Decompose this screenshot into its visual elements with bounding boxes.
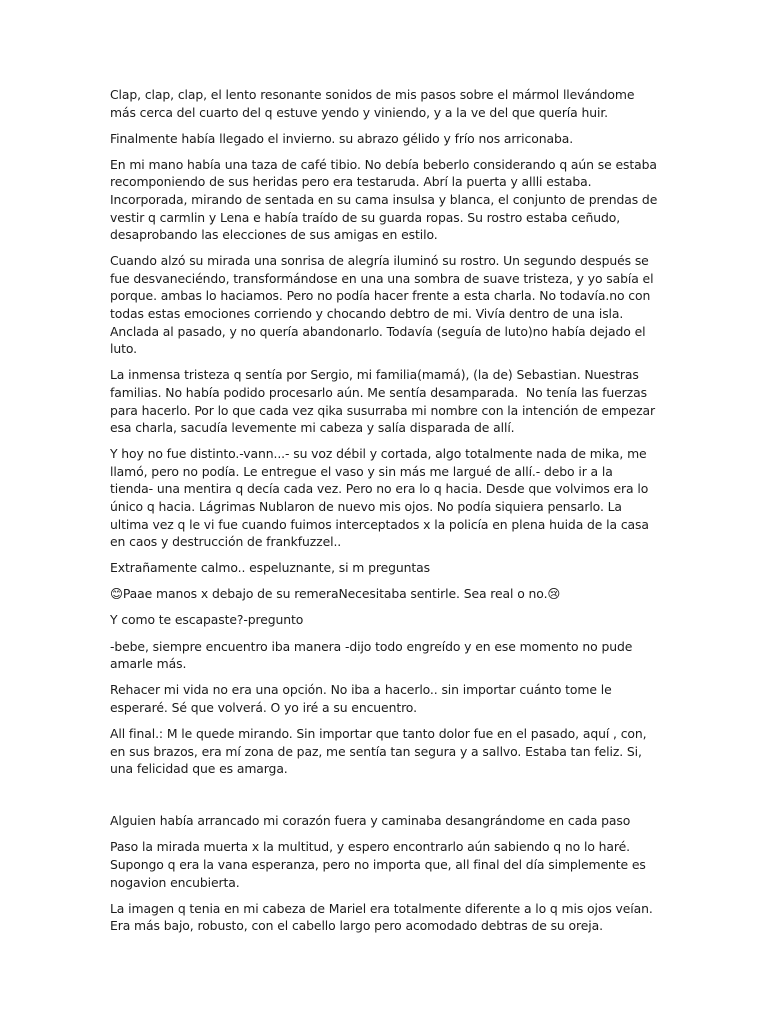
- paragraph-6: Y hoy no fue distinto.-vann...- su voz débil y cortada, algo totalmente nada de mika, me llamó, pero no podía. Le entregue el vaso y sin más me largué de allí.- debo ir a la tienda- una mentira q decía cada vez. Pero no era lo q hacia. Desde que volvimos era lo único q hacia. Lágrimas Nublaron de nuevo mis ojos. No podía siquiera pensarlo. La ultima vez q le vi fue cuando fuimos interceptados x la policía en plena huida de la casa en caos y destrucción de frankfuzzel..: [110, 446, 653, 550]
- paragraph-12: All final.: M le quede mirando. Sin importar que tanto dolor fue en el pasado, aquí , con, en sus brazos, era mí zona de paz, me sentía tan segura y a sallvo. Estaba tan feliz. Si, una felicidad que es amarga.: [110, 725, 651, 777]
- blank-line: [110, 786, 658, 804]
- paragraph-1: Clap, clap, clap, el lento resonante sonidos de mis pasos sobre el mármol llevándome más cerca del cuarto del q estuve yendo y viniendo, y a la ve del que quería huir.: [110, 87, 639, 120]
- paragraph-7: Extrañamente calmo.. espeluznante, si m preguntas: [110, 560, 430, 576]
- paragraph-15: La imagen q tenia en mi cabeza de Mariel era totalmente diferente a lo q mis ojos veían. Era más bajo, robusto, con el cabello largo pero acomodado debtras de su oreja.: [110, 900, 657, 934]
- paragraph-13: Alguien había arrancado mi corazón fuera y caminaba desangrándome en cada paso: [110, 813, 631, 829]
- document-body: [110, 86, 662, 943]
- paragraph-3: En mi mano había una taza de café tibio. No debía beberlo considerando q aún se estaba recomponiendo de sus heridas pero era testaruda. Abrí la puerta y allli estaba. Incorporada, mirando de sentada en su cama insulsa y blanca, el conjunto de prendas de vestir q carmlin y Lena e había traído de su guarda ropas. Su rostro estaba ceñudo, desaprobando las elecciones de sus amigas en estilo.: [110, 156, 662, 243]
- paragraph-5: La inmensa tristeza q sentía por Sergio, mi familia(mamá), (la de) Sebastian. Nuestras familias. No había podido procesarlo aún. Me sentía desamparada. No tenía las fuerzas para hacerlo. Por lo que cada vez qika susurraba mi nombre con la intención de empezar esa charla, sacudía levemente mi cabeza y salía disparada de allí.: [110, 367, 659, 436]
- paragraph-10: -bebe, siempre encuentro iba manera -dijo todo engreído y en ese momento no pude amarle más.: [110, 638, 637, 672]
- paragraph-4: Cuando alzó su mirada una sonrisa de alegría iluminó su rostro. Un segundo después se fue desvaneciéndo, transformándose en una una sombra de suave tristeza, y yo sabía el porque. ambas lo haciamos. Pero no podía hacer frente a esta charla. No todavía.no con todas estas emociones corriendo y chocando debtro de mi. Vivía dentro de una isla. Anclada al pasado, y no quería abandonarlo. Todavía (seguía de luto)no había dejado el luto.: [110, 253, 658, 357]
- paragraph-2: Finalmente había llegado el invierno. su abrazo gélido y frío nos arriconaba.: [110, 130, 574, 146]
- paragraph-8: 😊Paae manos x debajo de su remeraNecesitaba sentirle. Sea real o no.😢: [110, 586, 561, 602]
- paragraph-9: Y como te escapaste?-pregunto: [110, 612, 304, 628]
- paragraph-14: Paso la mirada muerta x la multitud, y espero encontrarlo aún sabiendo q no lo haré. Supongo q era la vana esperanza, pero no importa que, all final del día simplemente es nogavion encubierta.: [110, 839, 650, 890]
- paragraph-11: Rehacer mi vida no era una opción. No iba a hacerlo.. sin importar cuánto tome le esperaré. Sé que volverá. O yo iré a su encuentro.: [110, 682, 616, 715]
